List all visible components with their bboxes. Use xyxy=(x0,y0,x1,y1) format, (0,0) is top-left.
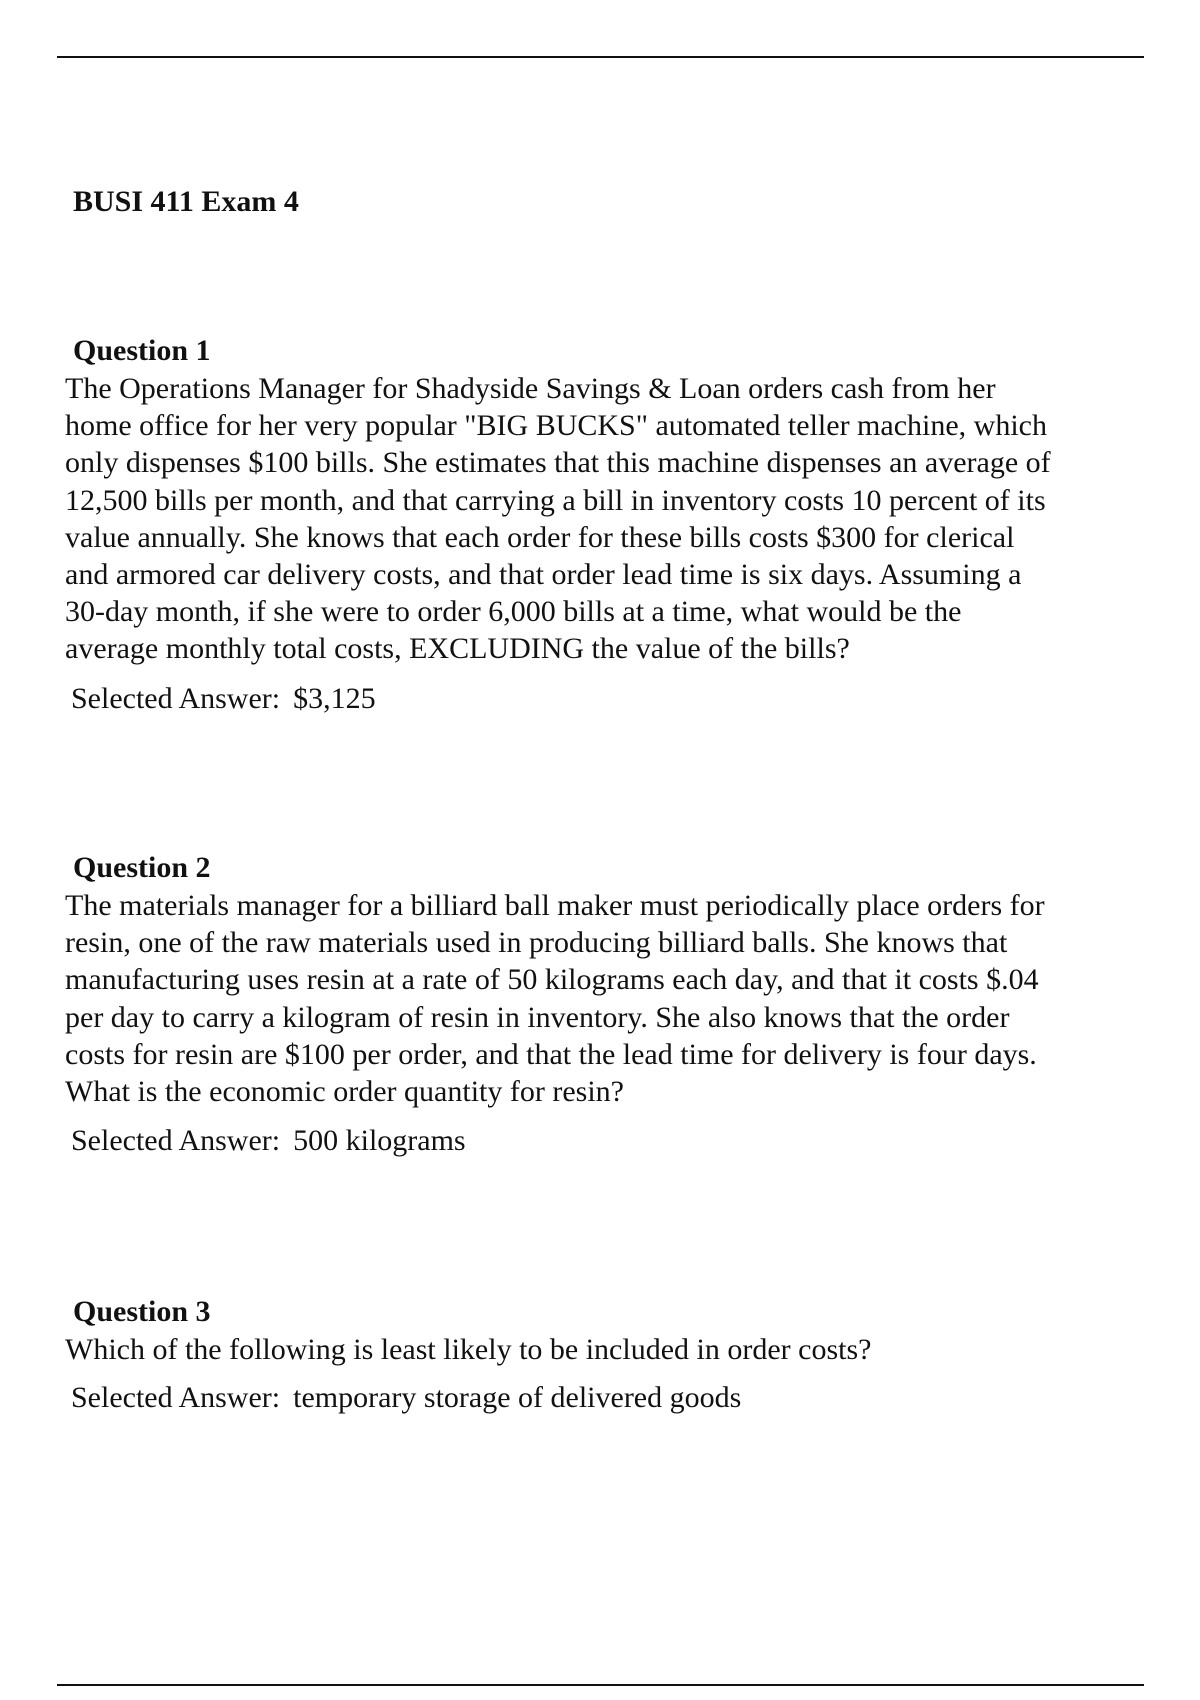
question-heading: Question 1 xyxy=(73,334,211,367)
selected-answer-label: Selected Answer: xyxy=(71,682,281,715)
question-text-line: value annually. She knows that each order for these bills costs $300 for clerical xyxy=(65,520,1015,554)
question-text-line: 12,500 bills per month, and that carrying a bill in inventory costs 10 percent of its xyxy=(65,483,1046,517)
question-heading: Question 3 xyxy=(73,1295,211,1328)
selected-answer xyxy=(71,680,376,718)
question-text-line: Which of the following is least likely to be included in order costs? xyxy=(65,1333,872,1366)
question-heading: Question 2 xyxy=(73,851,211,884)
question-text-line: only dispenses $100 bills. She estimates that this machine dispenses an average of xyxy=(65,446,1051,480)
question-text-line: manufacturing uses resin at a rate of 50 kilograms each day, and that it costs $.04 xyxy=(65,963,1039,997)
question-text-line: home office for her very popular "BIG BUCKS" automated teller machine, which xyxy=(65,409,1047,443)
selected-answer xyxy=(71,1122,466,1160)
question-text-line: per day to carry a kilogram of resin in inventory. She also knows that the order xyxy=(65,1000,1010,1034)
selected-answer-label: Selected Answer: xyxy=(71,1381,281,1414)
question-text xyxy=(65,1331,1145,1368)
document-title: BUSI 411 Exam 4 xyxy=(73,185,299,218)
question-text-line: What is the economic order quantity for resin? xyxy=(65,1075,624,1109)
selected-answer-value: $3,125 xyxy=(293,682,376,715)
top-rule xyxy=(57,56,1144,58)
question-text xyxy=(65,370,1145,668)
question-text xyxy=(65,887,1145,1110)
selected-answer-label: Selected Answer: xyxy=(71,1124,281,1157)
question-text-line: costs for resin are $100 per order, and that the lead time for delivery is four days. xyxy=(65,1037,1037,1071)
bottom-rule xyxy=(57,1684,1144,1686)
question-text-line: resin, one of the raw materials used in producing billiard balls. She knows that xyxy=(65,926,1008,960)
question-text-line: The materials manager for a billiard ball maker must periodically place orders for xyxy=(65,889,1045,922)
question-text-line: The Operations Manager for Shadyside Savings & Loan orders cash from her xyxy=(65,372,996,405)
question-text-line: and armored car delivery costs, and that order lead time is six days. Assuming a xyxy=(65,558,1022,592)
question-text-line: 30-day month, if she were to order 6,000 bills at a time, what would be the xyxy=(65,595,962,629)
question-text-line: average monthly total costs, EXCLUDING the value of the bills? xyxy=(65,632,850,666)
selected-answer-value: temporary storage of delivered goods xyxy=(293,1381,742,1414)
selected-answer xyxy=(71,1379,741,1417)
selected-answer-value: 500 kilograms xyxy=(293,1124,466,1157)
